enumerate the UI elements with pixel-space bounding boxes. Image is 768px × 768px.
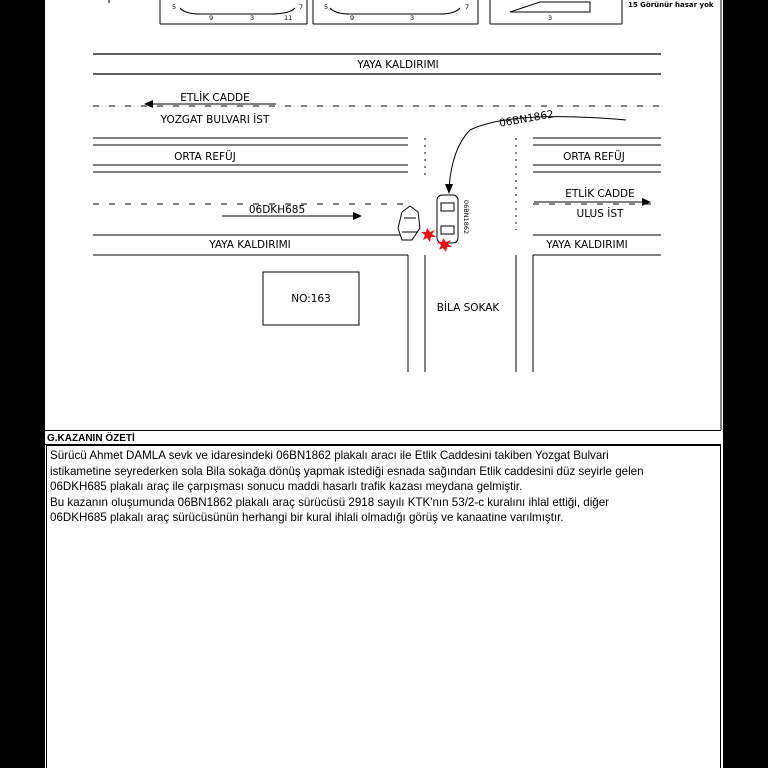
label-ulus: ULUS İST	[576, 208, 624, 220]
accident-sketch	[45, 0, 723, 430]
damage-note: 15 Görünür hasar yok	[628, 1, 714, 9]
label-orta-left: ORTA REFÜJ	[174, 151, 236, 163]
strip-num: 9	[350, 14, 355, 22]
label-orta-right: ORTA REFÜJ	[563, 151, 625, 163]
label-building: NO:163	[291, 293, 331, 305]
summary-text	[47, 446, 720, 528]
strip-num: 3	[410, 14, 415, 22]
impact-marker	[421, 228, 436, 242]
strip-num: 3	[250, 14, 255, 22]
label-yaya-top: YAYA KALDIRIMI	[357, 59, 439, 71]
vehicle-b-car	[398, 206, 420, 240]
strip-num: 11	[284, 14, 293, 22]
label-etlik-left: ETLİK CADDE	[180, 92, 250, 104]
label-yaya-left: YAYA KALDIRIMI	[209, 239, 291, 251]
summary-header: G.KAZANIN ÖZETİ	[45, 430, 721, 445]
strip-num: 7	[299, 3, 304, 11]
top-strip	[109, 0, 714, 24]
strip-num: 5	[324, 3, 329, 11]
strip-num: 3	[548, 14, 553, 22]
summary-line: Sürücü Ahmet DAMLA sevk ve idaresindeki 06BN1862 plakalı aracı ile Etlik Caddesini takiben Yozgat Bulvari	[50, 449, 609, 462]
label-yozgat: YOZGAT BULVARI İST	[160, 114, 270, 126]
label-vehicle-a: 06BN1862	[498, 108, 555, 130]
strip-num: 5	[172, 3, 177, 11]
label-vehicle-a-car: 06BN1862	[462, 200, 470, 235]
vehicle-a-car	[437, 195, 470, 243]
summary-line: 06DKH685 plakalı araç sürücüsünün herhangi bir kural ihlali olmadığı görüş ve kanaatine varılmıştır.	[50, 511, 564, 525]
label-vehicle-b: 06DKH685	[248, 204, 306, 216]
summary-box	[46, 445, 721, 768]
strip-num: 7	[465, 3, 470, 11]
label-street: BİLA SOKAK	[436, 302, 500, 314]
strip-num: 9	[209, 14, 214, 22]
summary-line: 06DKH685 plakalı araç ile çarpışması sonucu maddi hasarlı trafik kazası meydana gelmiştir.	[50, 480, 523, 494]
sketch-svg	[45, 0, 723, 430]
label-yaya-right: YAYA KALDIRIMI	[546, 239, 628, 251]
summary-line: istikametine seyrederken sola Bila sokağa dönüş yapmak istediği esnada sağından Etlik caddesini düz seyirle gelen	[50, 464, 644, 478]
label-etlik-right: ETLİK CADDE	[565, 188, 635, 200]
summary-line: Bu kazanın oluşumunda 06BN1862 plakalı araç sürücüsü 2918 sayılı KTK'nın 53/2-c kuralını ihlal ettiği, diğer	[50, 495, 610, 509]
